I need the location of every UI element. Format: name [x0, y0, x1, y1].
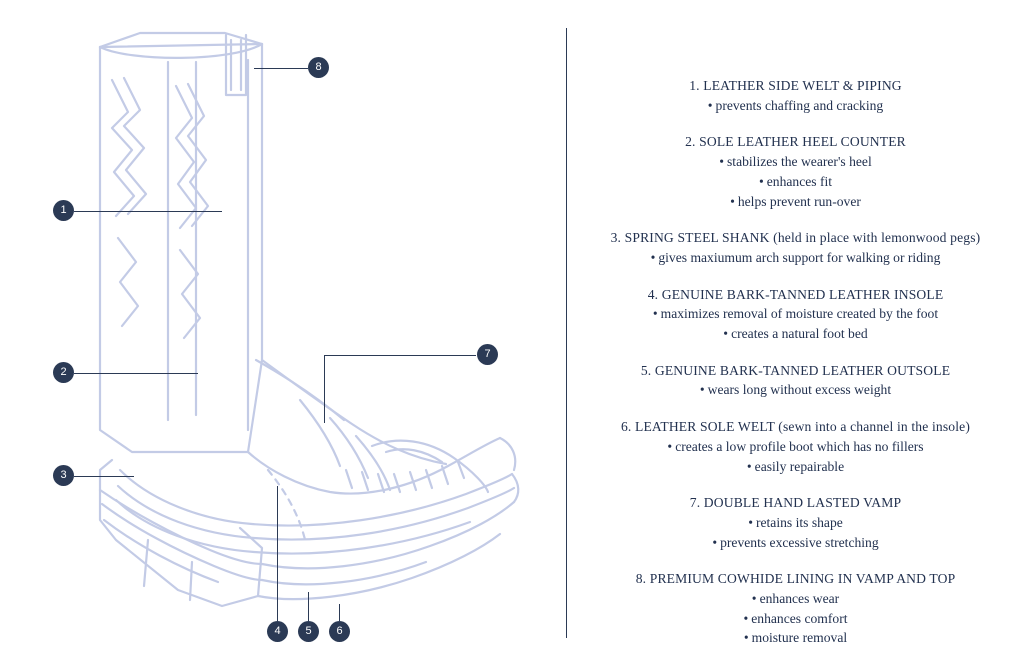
bullet-dot-icon: •: [746, 458, 752, 474]
leader-line-4: [277, 486, 278, 621]
spec-bullet-text: moisture removal: [751, 630, 848, 646]
bullet-dot-icon: •: [743, 630, 749, 646]
spec-item-7: [591, 493, 1000, 552]
spec-bullet-text: enhances fit: [766, 173, 833, 189]
spec-item-4: [591, 285, 1000, 344]
spec-heading: 4. GENUINE BARK-TANNED LEATHER INSOLE: [647, 286, 944, 302]
spec-bullet: [591, 513, 1000, 533]
spec-bullet: [591, 304, 1000, 324]
spec-bullet-text: creates a low profile boot which has no fillers: [675, 438, 924, 454]
callout-marker-5[interactable]: 5: [298, 621, 319, 642]
spec-item-2: [591, 132, 1000, 211]
spec-item-3: [591, 228, 1000, 267]
spec-bullet-text: wears long without excess weight: [707, 382, 892, 398]
bullet-dot-icon: •: [712, 534, 718, 550]
bullet-dot-icon: •: [707, 97, 713, 113]
spec-bullet-text: maximizes removal of moisture created by the foot: [660, 306, 939, 322]
spec-bullet: [591, 324, 1000, 344]
spec-bullet-text: prevents chaffing and cracking: [715, 97, 884, 113]
bullet-dot-icon: •: [667, 438, 673, 454]
spec-bullet-text: helps prevent run-over: [737, 193, 861, 209]
spec-bullet: [591, 96, 1000, 116]
callout-marker-3[interactable]: 3: [53, 465, 74, 486]
callout-marker-4[interactable]: 4: [267, 621, 288, 642]
bullet-dot-icon: •: [758, 173, 764, 189]
bullet-dot-icon: •: [719, 154, 724, 170]
callout-marker-1[interactable]: 1: [53, 200, 74, 221]
spec-heading: 1. LEATHER SIDE WELT & PIPING: [689, 78, 902, 93]
bullet-dot-icon: •: [751, 591, 757, 607]
spec-bullet-text: prevents excessive stretching: [720, 534, 879, 550]
callout-marker-7[interactable]: 7: [477, 344, 498, 365]
spec-bullet-text: creates a natural foot bed: [731, 326, 868, 342]
spec-heading: 8. PREMIUM COWHIDE LINING IN VAMP AND TOP: [635, 571, 956, 587]
leader-line-6: [339, 604, 340, 621]
leader-line-1: [74, 211, 222, 212]
spec-item-1: [591, 76, 1000, 115]
spec-heading: 7. DOUBLE HAND LASTED VAMP: [689, 495, 902, 511]
leader-line-3: [74, 476, 134, 477]
spec-heading: 6. LEATHER SOLE WELT (sewn into a channel in the insole): [620, 419, 971, 435]
bullet-dot-icon: •: [650, 249, 656, 265]
spec-bullet-text: stabilizes the wearer's heel: [727, 154, 872, 170]
spec-bullet: [591, 248, 1000, 268]
spec-bullet: [591, 437, 1000, 457]
bullet-dot-icon: •: [730, 193, 735, 209]
bullet-dot-icon: •: [652, 306, 658, 322]
spec-bullet: [591, 533, 1000, 553]
spec-bullet-text: enhances wear: [759, 591, 840, 607]
leader-line-8: [254, 68, 308, 69]
spec-bullet: [591, 380, 1000, 400]
spec-item-6: [591, 417, 1000, 476]
leader-line-7: [324, 355, 476, 356]
spec-bullet-text: retains its shape: [755, 514, 843, 530]
specifications-panel: [567, 0, 1024, 657]
callout-marker-8[interactable]: 8: [308, 57, 329, 78]
spec-bullet: [591, 457, 1000, 477]
spec-item-8: [591, 569, 1000, 648]
spec-heading: 3. SPRING STEEL SHANK (held in place with lemonwood pegs): [610, 230, 981, 246]
spec-bullet: [591, 589, 1000, 609]
spec-bullet: [591, 192, 1000, 212]
spec-heading: 5. GENUINE BARK-TANNED LEATHER OUTSOLE: [640, 362, 951, 378]
bullet-dot-icon: •: [723, 326, 729, 342]
bullet-dot-icon: •: [699, 382, 705, 398]
bullet-dot-icon: •: [743, 610, 749, 626]
spec-bullet: [591, 152, 1000, 172]
spec-bullet-text: gives maxiumum arch support for walking or riding: [658, 249, 941, 265]
spec-bullet: [591, 609, 1000, 629]
leader-line-5: [308, 592, 309, 621]
leader-line-7b: [324, 355, 325, 423]
bullet-dot-icon: •: [748, 514, 753, 530]
spec-bullet-text: enhances comfort: [751, 610, 848, 626]
leader-line-2: [74, 373, 198, 374]
callout-marker-6[interactable]: 6: [329, 621, 350, 642]
spec-bullet: [591, 628, 1000, 648]
spec-bullet-text: easily repairable: [754, 458, 845, 474]
callout-marker-2[interactable]: 2: [53, 362, 74, 383]
spec-item-5: [591, 361, 1000, 400]
spec-bullet: [591, 172, 1000, 192]
spec-heading: 2. SOLE LEATHER HEEL COUNTER: [685, 134, 906, 150]
